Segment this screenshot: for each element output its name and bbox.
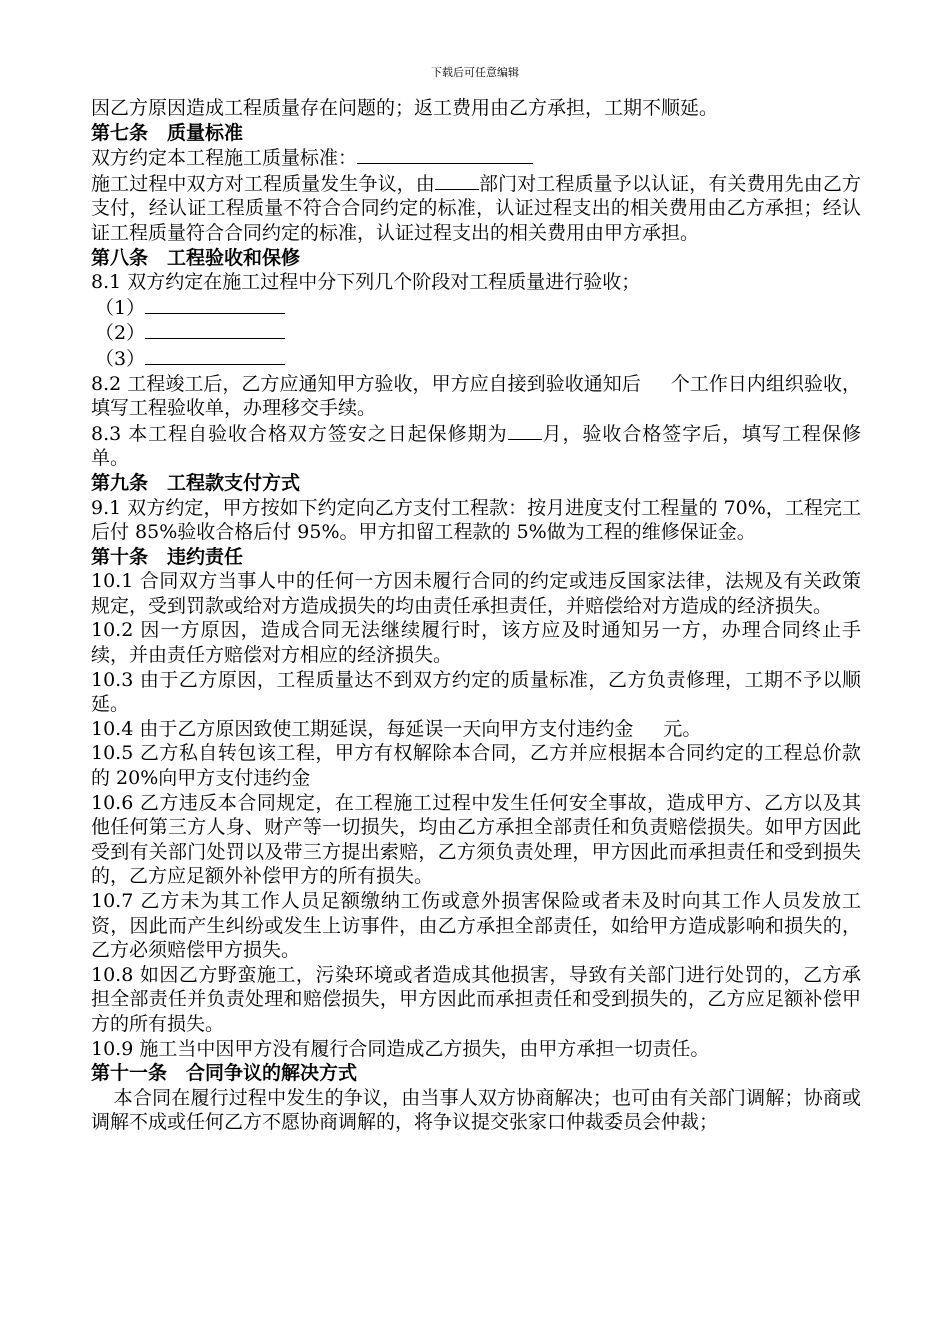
warranty-months-blank (508, 421, 542, 440)
heading-article-8: 第八条 工程验收和保修 (91, 246, 301, 269)
paragraph-10-4 (91, 717, 861, 742)
heading-article-11: 第十一条 合同争议的解决方式 (91, 1062, 358, 1085)
acceptance-text-end: 个工作日内组织验收，填写工程验收单，办理移交手续。 (91, 372, 861, 420)
item-number-1: （1） (95, 296, 146, 319)
penalty-text-end: 元。 (663, 717, 702, 740)
acceptance-text-start: 8.2 工程竣工后，乙方应通知甲方验收，甲方应自接到验收通知后 (91, 372, 641, 395)
paragraph-10-7: 10.7 乙方未为其工作人员足额缴纳工伤或意外损害保险或者未及时向其工作人员发放工资，因此而产生纠纷或发生上访事件，由乙方承担全部责任，如给甲方造成影响和损失的，乙方必须赔偿甲方损失。 (91, 890, 861, 962)
page-header: 下载后可任意编辑 (431, 66, 519, 79)
paragraph-10-5: 10.5 乙方私自转包该工程，甲方有权解除本合同，乙方并应根据本合同约定的工程总价款的 20%向甲方支付违约金 (91, 742, 861, 790)
stage-3-blank (145, 346, 285, 365)
paragraph-8-3 (91, 421, 861, 471)
paragraph-8-1: 8.1 双方约定在施工过程中分下列几个阶段对工程质量进行验收； (91, 271, 641, 294)
stage-2-blank (145, 320, 285, 339)
document-body (91, 96, 861, 1135)
inspection-stage-1 (91, 295, 861, 321)
dispute-text-start: 施工过程中双方对工程质量发生争议，由 (91, 172, 435, 195)
item-number-2: （2） (95, 322, 146, 345)
quality-standard-label: 双方约定本工程施工质量标准： (91, 147, 358, 170)
heading-article-10: 第十条 违约责任 (91, 545, 244, 568)
inspection-stage-2 (91, 320, 861, 346)
paragraph-10-9: 10.9 施工当中因甲方没有履行合同造成乙方损失，由甲方承担一切责任。 (91, 1037, 710, 1060)
department-blank (435, 171, 479, 190)
item-number-3: （3） (95, 347, 146, 370)
stage-1-blank (145, 295, 285, 314)
warranty-text-end: 月，验收合格签字后，填写工程保修单。 (91, 422, 861, 470)
paragraph-9-1: 9.1 双方约定，甲方按如下约定向乙方支付工程款：按月进度支付工程量的 70%，工程完工后付 85%验收合格后付 95%。甲方扣留工程款的 5%做为工程的维修保证金。 (91, 496, 861, 544)
paragraph-10-8: 10.8 如因乙方野蛮施工，污染环境或者造成其他损害，导致有关部门进行处罚的，乙方承担全部责任并负责处理和赔偿损失，甲方因此而承担责任和受到损失的，乙方应足额补偿甲方的所有损失。 (91, 963, 861, 1035)
paragraph-10-2: 10.2 因一方原因，造成合同无法继续履行时，该方应及时通知另一方，办理合同终止手续，并由责任方赔偿对方相应的经济损失。 (91, 619, 861, 667)
quality-standard-blank (357, 145, 533, 164)
penalty-text-start: 10.4 由于乙方原因致使工期延误，每延误一天向甲方支付违约金 (91, 717, 634, 740)
dispute-text-end: 部门对工程质量予以认证，有关费用先由乙方支付，经认证工程质量不符合合同约定的标准，认证过程支出的相关费用由乙方承担；经认证工程质量符合合同约定的标准，认证过程支出的相关费用由甲方承担。 (91, 172, 861, 244)
paragraph-8-2 (91, 372, 861, 421)
paragraph-10-6: 10.6 乙方违反本合同规定，在工程施工过程中发生任何安全事故，造成甲方、乙方以及其他任何第三方人身、财产等一切损失，均由乙方承担全部责任和负责赔偿损失。如甲方因此受到有关部门处罚以及带三方提出索赔，乙方须负责处理，甲方因此而承担责任和受到损失的，乙方应足额外补偿甲方的所有损失。 (91, 791, 861, 888)
warranty-text-start: 8.3 本工程自验收合格双方签安之日起保修期为 (91, 422, 508, 445)
paragraph-return-cost: 因乙方原因造成工程质量存在问题的；返工费用由乙方承担，工期不顺延。 (91, 97, 719, 119)
heading-article-7: 第七条 质量标准 (91, 121, 244, 144)
paragraph-11: 本合同在履行过程中发生的争议，由当事人双方协商解决；也可由有关部门调解；协商或调解不成或任何乙方不愿协商调解的，将争议提交张家口仲裁委员会仲裁； (91, 1086, 861, 1134)
paragraph-10-3: 10.3 由于乙方原因，工程质量达不到双方约定的质量标准，乙方负责修理，工期不予以顺延。 (91, 668, 861, 716)
paragraph-quality-standard (91, 145, 861, 171)
heading-article-9: 第九条 工程款支付方式 (91, 471, 301, 494)
paragraph-quality-dispute (91, 171, 861, 246)
inspection-stage-3 (91, 346, 861, 372)
paragraph-10-1: 10.1 合同双方当事人中的任何一方因未履行合同的约定或违反国家法律，法规及有关政策规定，受到罚款或给对方造成损失的均由责任承担责任，并赔偿给对方造成的经济损失。 (91, 570, 861, 617)
